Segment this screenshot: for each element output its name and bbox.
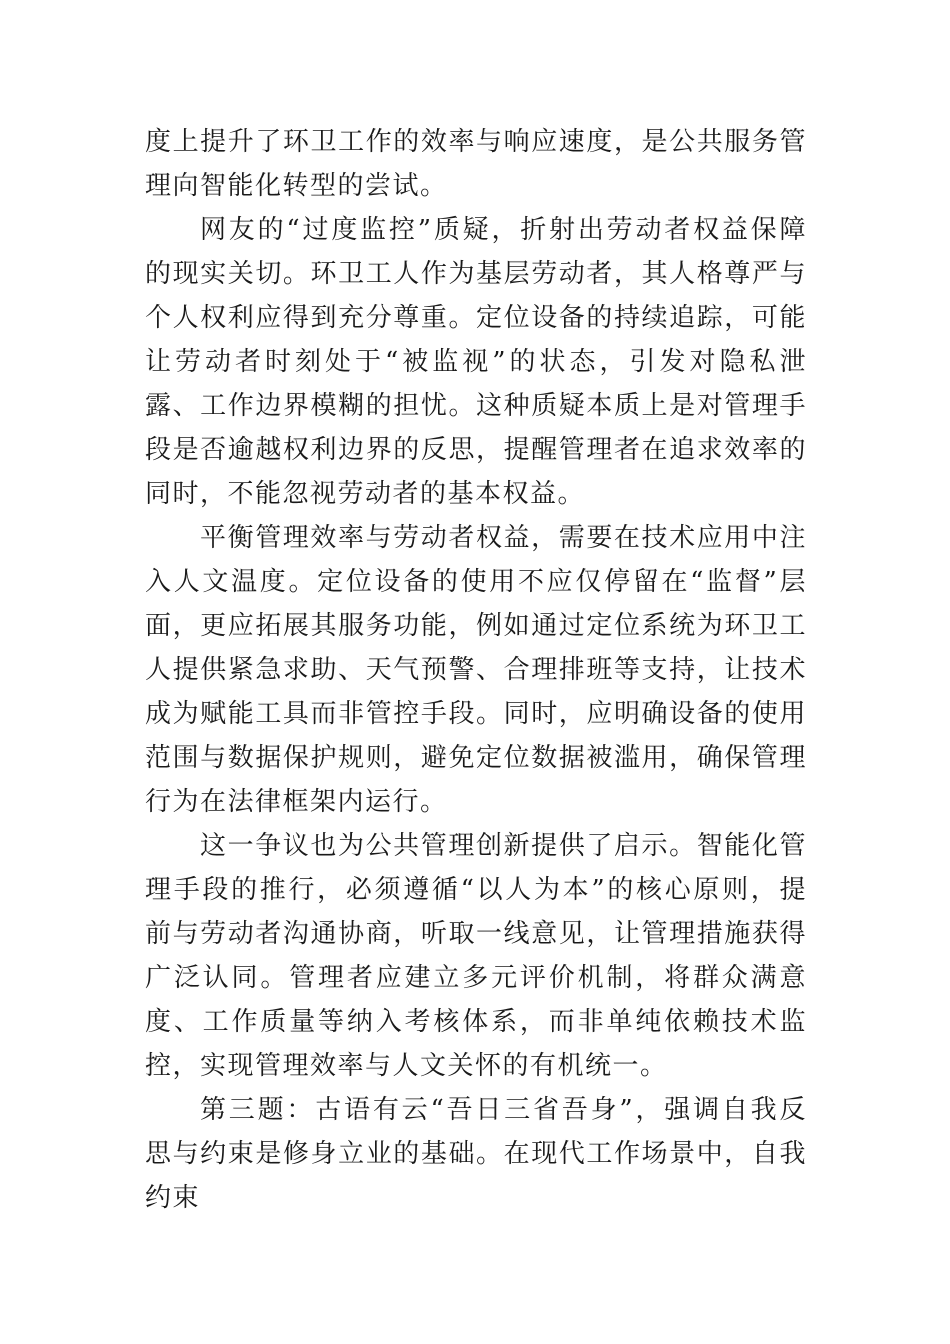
paragraph-balance-efficiency: 平衡管理效率与劳动者权益，需要在技术应用中注入人文温度。定位设备的使用不应仅停留在“监督”层面，更应拓展其服务功能，例如通过定位系统为环卫工人提供紧急求助、天气预警、合理排班等支持，让技术成为赋能工具而非管控手段。同时，应明确设备的使用范围与数据保护规则，避免定位数据被滥用，确保管理行为在法律框架内运行。 <box>145 523 807 817</box>
document-body <box>145 120 807 1220</box>
paragraph-continuation: 度上提升了环卫工作的效率与响应速度，是公共服务管理向智能化转型的尝试。 <box>145 127 807 201</box>
paragraph-monitoring-concern: 网友的“过度监控”质疑，折射出劳动者权益保障的现实关切。环卫工人作为基层劳动者，其人格尊严与个人权利应得到充分尊重。定位设备的持续追踪，可能让劳动者时刻处于“被监视”的状态，引发对隐私泄露、工作边界模糊的担忧。这种质疑本质上是对管理手段是否逾越权利边界的反思，提醒管理者在追求效率的同时，不能忽视劳动者的基本权益。 <box>145 215 807 509</box>
paragraph-management-innovation: 这一争议也为公共管理创新提供了启示。智能化管理手段的推行，必须遵循“以人为本”的核心原则，提前与劳动者沟通协商，听取一线意见，让管理措施获得广泛认同。管理者应建立多元评价机制，将群众满意度、工作质量等纳入考核体系，而非单纯依赖技术监控，实现管理效率与人文关怀的有机统一。 <box>145 831 807 1081</box>
paragraph-question-three: 第三题：古语有云“吾日三省吾身”，强调自我反思与约束是修身立业的基础。在现代工作场景中，自我约束 <box>145 1095 807 1213</box>
